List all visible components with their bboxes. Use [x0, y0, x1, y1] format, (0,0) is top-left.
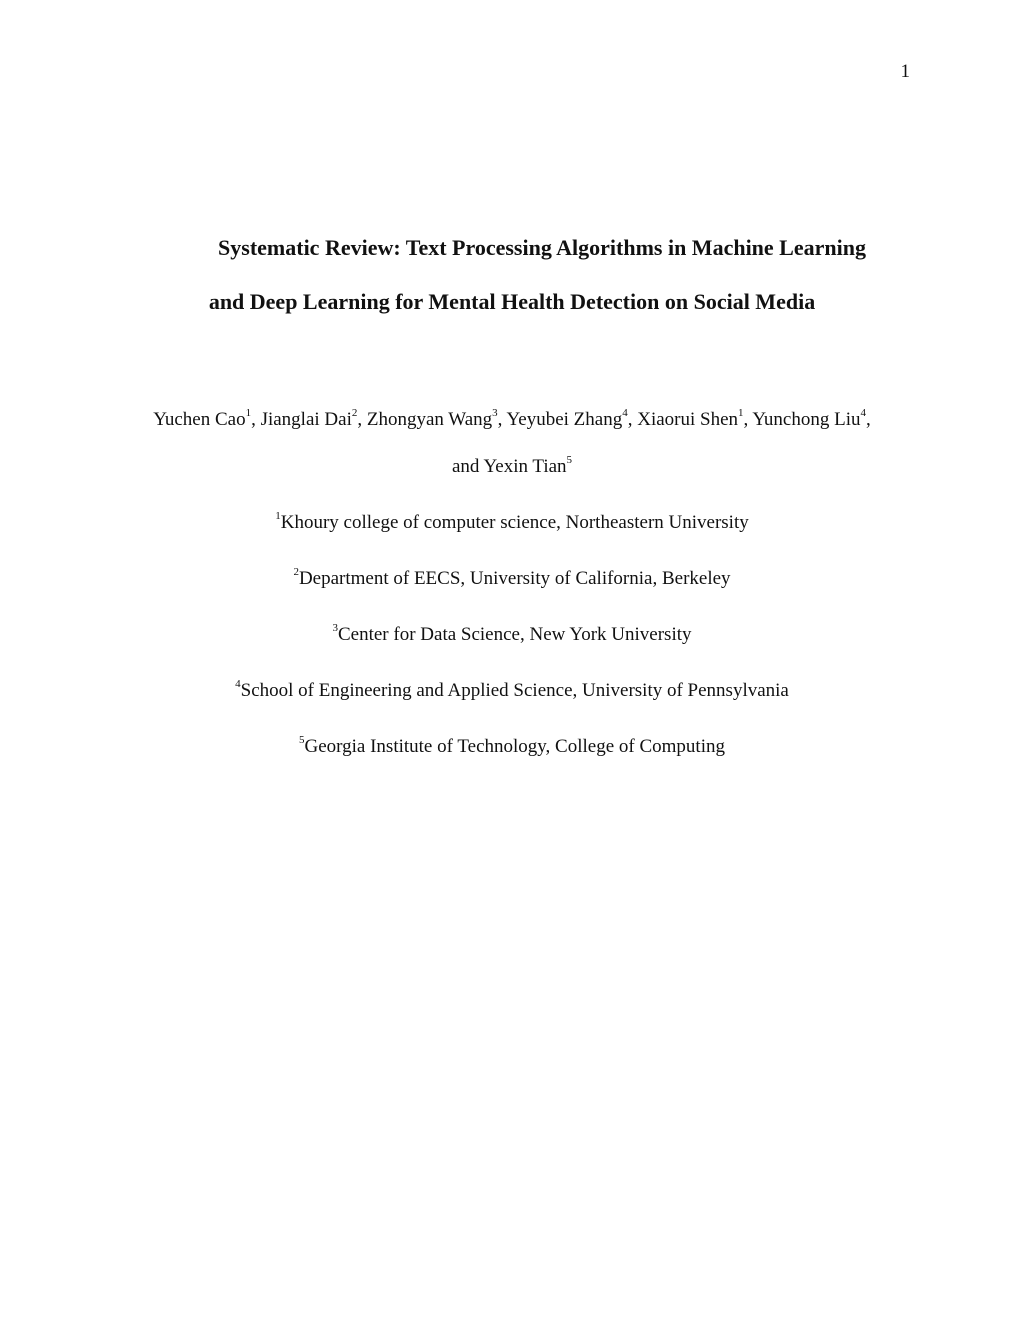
- author-affiliation-mark: 5: [566, 453, 573, 466]
- author-list-line-1: [0, 408, 1024, 432]
- affiliation-4: [0, 679, 1024, 703]
- author-separator: ,: [497, 409, 507, 430]
- author-name: Yunchong Liu: [752, 409, 861, 430]
- author-affiliation-mark: 2: [351, 406, 358, 419]
- author-name: Yeyubei Zhang: [506, 409, 623, 430]
- author-list-line-2: [0, 455, 1024, 479]
- paper-title-line-1: Systematic Review: Text Processing Algorithms in Machine Learning: [218, 235, 866, 260]
- affiliation-number: 2: [293, 565, 299, 578]
- affiliation-text: Department of EECS, University of California, Berkeley: [298, 568, 731, 589]
- author-separator: ,: [357, 409, 367, 430]
- author-separator: ,: [743, 409, 753, 430]
- author-name: Yexin Tian: [483, 456, 567, 477]
- author-affiliation-mark: 1: [245, 406, 252, 419]
- affiliation-number: 3: [332, 621, 338, 634]
- author-name: Xiaorui Shen: [637, 409, 739, 430]
- author-name: Yuchen Cao: [153, 409, 246, 430]
- author-separator: ,: [866, 409, 871, 430]
- affiliation-1: [0, 511, 1024, 535]
- affiliation-number: 1: [275, 509, 281, 522]
- author-name: Jianglai Dai: [260, 409, 352, 430]
- affiliation-3: [0, 623, 1024, 647]
- author-affiliation-mark: 3: [492, 406, 498, 419]
- author-name: Zhongyan Wang: [366, 409, 493, 430]
- affiliation-5: [0, 735, 1024, 759]
- affiliation-text: Center for Data Science, New York University: [337, 624, 692, 645]
- author-affiliation-mark: 4: [622, 406, 628, 419]
- author-affiliation-mark: 1: [738, 406, 744, 419]
- affiliation-text: School of Engineering and Applied Science, University of Pennsylvania: [240, 680, 789, 701]
- author-affiliation-mark: 4: [860, 406, 866, 419]
- paper-title-line-2: and Deep Learning for Mental Health Detection on Social Media: [208, 289, 816, 314]
- author-separator: ,: [251, 409, 261, 430]
- affiliation-text: Georgia Institute of Technology, College of Computing: [304, 736, 725, 757]
- affiliation-number: 5: [299, 733, 305, 746]
- author-separator: ,: [627, 409, 638, 430]
- author-conjunction: and: [451, 456, 484, 477]
- affiliation-text: Khoury college of computer science, Northeastern University: [280, 512, 749, 533]
- page-number: 1: [900, 61, 910, 82]
- affiliation-number: 4: [235, 677, 241, 690]
- affiliation-2: [0, 567, 1024, 591]
